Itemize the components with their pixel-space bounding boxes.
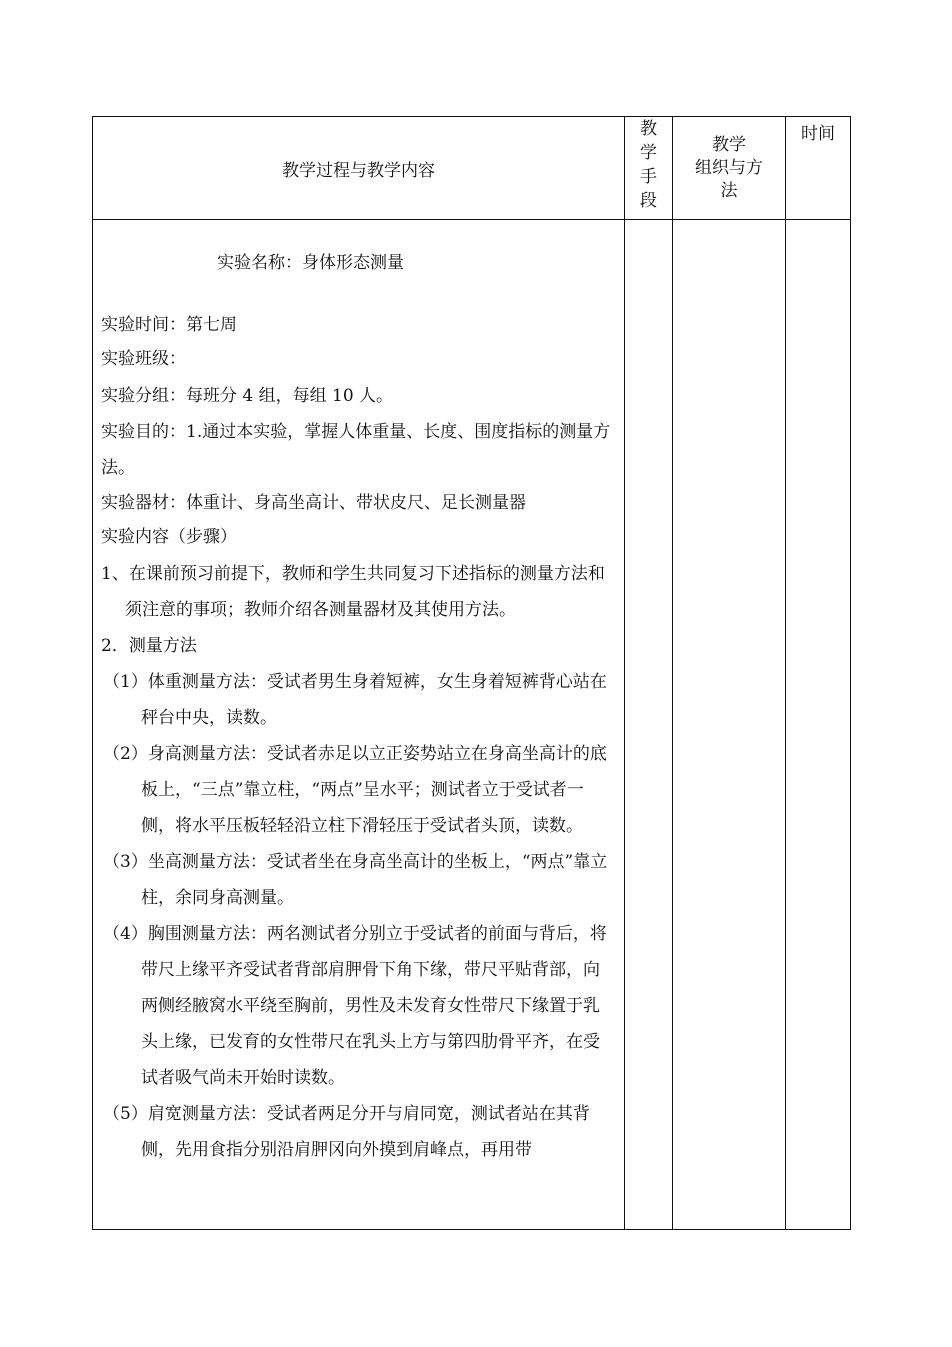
header-content-label: 教学过程与教学内容 (282, 160, 435, 181)
content-line: （2）身高测量方法：受试者赤足以立正姿势站立在身高坐高计的底板上，“三点”靠立柱，“两点”呈水平；测试者立于受试者一侧，将水平压板轻轻沿立柱下滑轻压于受试者头顶，读数。 (103, 744, 607, 836)
time-cell (786, 220, 851, 1230)
content-line: （4）胸围测量方法：两名测试者分别立于受试者的前面与背后，将带尺上缘平齐受试者背部肩胛骨下角下缘，带尺平贴背部，向两侧经腋窝水平绕至胸前，男性及未发育女性带尺下缘置于乳头上缘，已发育的女性带尺在乳头上方与第四肋骨平齐，在受试者吸气尚未开始时读数。 (103, 924, 607, 1088)
header-organization-line3: 法 (720, 180, 738, 201)
lesson-plan-table (92, 116, 851, 1230)
experiment-title: 实验名称：身体形态测量 (217, 253, 404, 273)
content-line: 实验器材：体重计、身高坐高计、带状皮尺、足长测量器 (101, 493, 526, 513)
header-time-label: 时间 (801, 124, 835, 144)
header-row (93, 117, 851, 220)
content-line: （3）坐高测量方法：受试者坐在身高坐高计的坐板上，“两点”靠立柱，余同身高测量。 (103, 852, 608, 908)
content-cell (93, 220, 625, 1230)
content-line: （5）肩宽测量方法：受试者两足分开与肩同宽，测试者站在其背侧，先用食指分别沿肩胛冈向外摸到肩峰点，再用带 (103, 1104, 590, 1160)
header-means-label: 教学手段 (640, 119, 657, 211)
content-row (93, 220, 851, 1230)
content-line: 2．测量方法 (101, 636, 197, 656)
content-line: 实验班级： (101, 349, 186, 369)
header-organization-col (673, 117, 786, 220)
header-means-col (625, 117, 673, 220)
content-line: 实验时间：第七周 (101, 315, 237, 335)
header-content-col (93, 117, 625, 220)
content-line: 1、在课前预习前提下，教师和学生共同复习下述指标的测量方法和须注意的事项；教师介绍各测量器材及其使用方法。 (101, 564, 605, 620)
content-line: 实验目的：1.通过本实验，掌握人体重量、长度、围度指标的测量方法。 (101, 422, 611, 478)
header-organization-line2: 组织与方 (695, 157, 763, 178)
content-line: （1）体重测量方法：受试者男生身着短裤，女生身着短裤背心站在秤台中央，读数。 (103, 672, 607, 728)
header-time-col (786, 117, 851, 220)
means-cell (625, 220, 673, 1230)
content-line: 实验分组：每班分 4 组，每组 10 人。 (101, 386, 394, 406)
organization-cell (673, 220, 786, 1230)
header-organization-line1: 教学 (712, 134, 746, 155)
content-line: 实验内容（步骤） (101, 527, 237, 547)
